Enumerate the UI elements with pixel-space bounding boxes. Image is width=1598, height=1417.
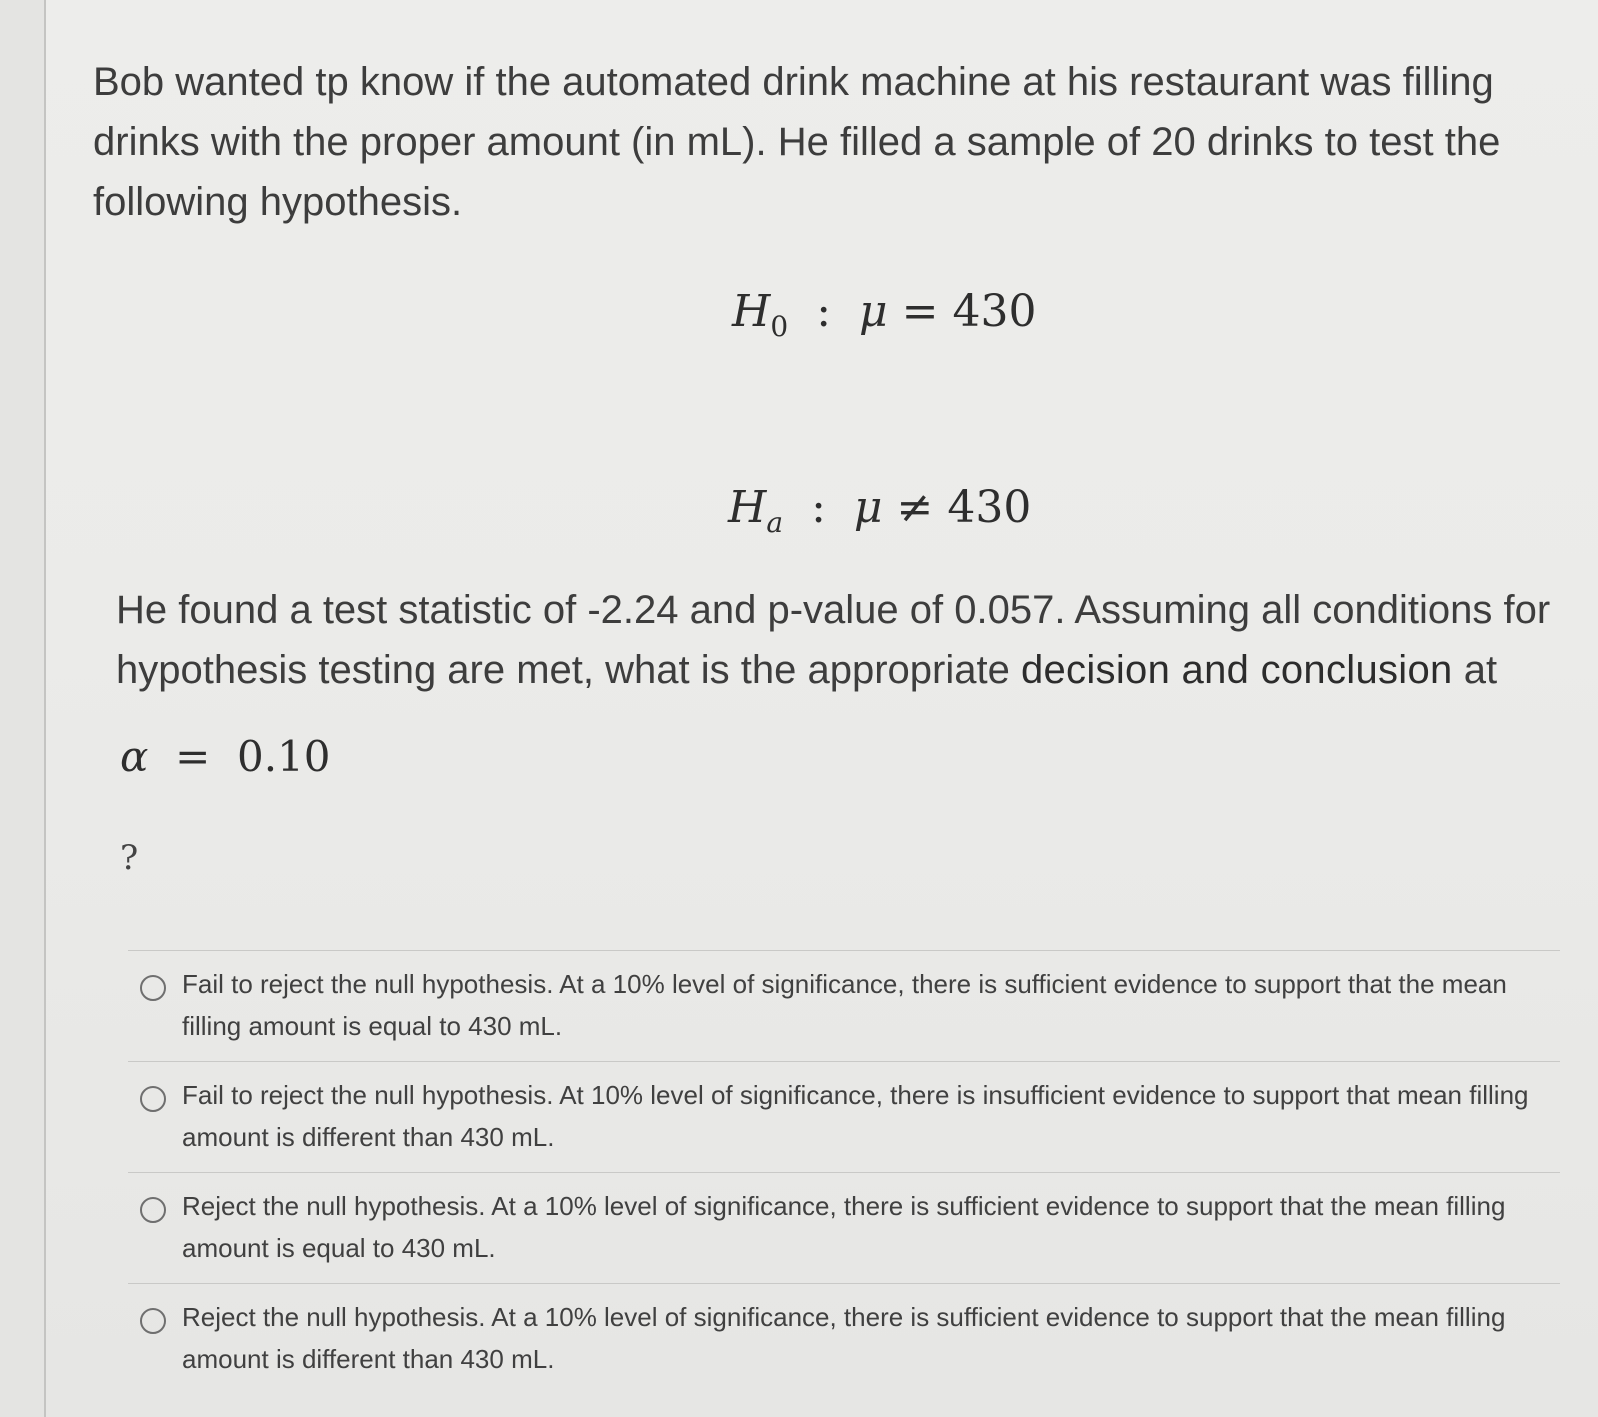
h0-value: 430 [952,286,1037,337]
h0-symbol: H [732,286,771,337]
ha-relation: ≠ [896,482,934,533]
ha-parameter: μ [853,482,883,533]
radio-button[interactable] [140,1197,166,1223]
answer-option-label[interactable]: Reject the null hypothesis. At a 10% level of significance, there is sufficient evidence to support that the mean filling amount is different than 430 mL. [182,1302,1506,1374]
alpha-relation: = [175,732,211,781]
question-intro: Bob wanted tp know if the automated drink machine at his restaurant was filling drinks with the proper amount (in mL). He filled a sample of 20 drinks to test the following hypothesis. [93,60,1501,224]
h0-parameter: μ [859,286,888,337]
answer-option-label[interactable]: Fail to reject the null hypothesis. At 10% level of significance, there is insufficient evidence to support that mean filling amount is different than 430 mL. [182,1080,1529,1152]
h0-subscript: 0 [770,310,789,343]
followup-emphasis: decision and conclusion [1020,648,1453,692]
ha-subscript: a [766,506,784,539]
radio-button[interactable] [140,1308,166,1334]
question-followup [116,580,1576,700]
answer-option-2[interactable] [128,1062,1560,1172]
answer-option-label[interactable]: Fail to reject the null hypothesis. At a 10% level of significance, there is sufficient evidence to support that the mean filling amount is equal to 430 mL. [182,969,1507,1041]
alpha-symbol: α [120,732,149,781]
ha-colon: : [797,482,840,533]
answer-option-label[interactable]: Reject the null hypothesis. At a 10% level of significance, there is sufficient evidence to support that the mean filling amount is equal to 430 mL. [182,1191,1506,1263]
ha-symbol: H [728,482,767,533]
significance-level [120,732,331,781]
answer-option-4[interactable] [128,1284,1560,1394]
answer-options [128,950,1560,1394]
followup-text-end: at [1463,648,1498,692]
h0-relation: = [901,286,939,337]
question-mark: ? [120,838,139,878]
followup-text: He found a test statistic of -2.24 and p-value of 0.057. Assuming all conditions for hypothesis testing are met, what is the appropriate [116,588,1551,692]
answer-option-1[interactable] [128,951,1560,1061]
radio-button[interactable] [140,1086,166,1112]
alternative-hypothesis [728,482,1031,539]
null-hypothesis [732,286,1036,343]
answer-option-3[interactable] [128,1173,1560,1283]
radio-button[interactable] [140,975,166,1001]
ha-value: 430 [947,482,1032,533]
h0-colon: : [802,286,845,337]
alpha-value: 0.10 [237,732,331,781]
